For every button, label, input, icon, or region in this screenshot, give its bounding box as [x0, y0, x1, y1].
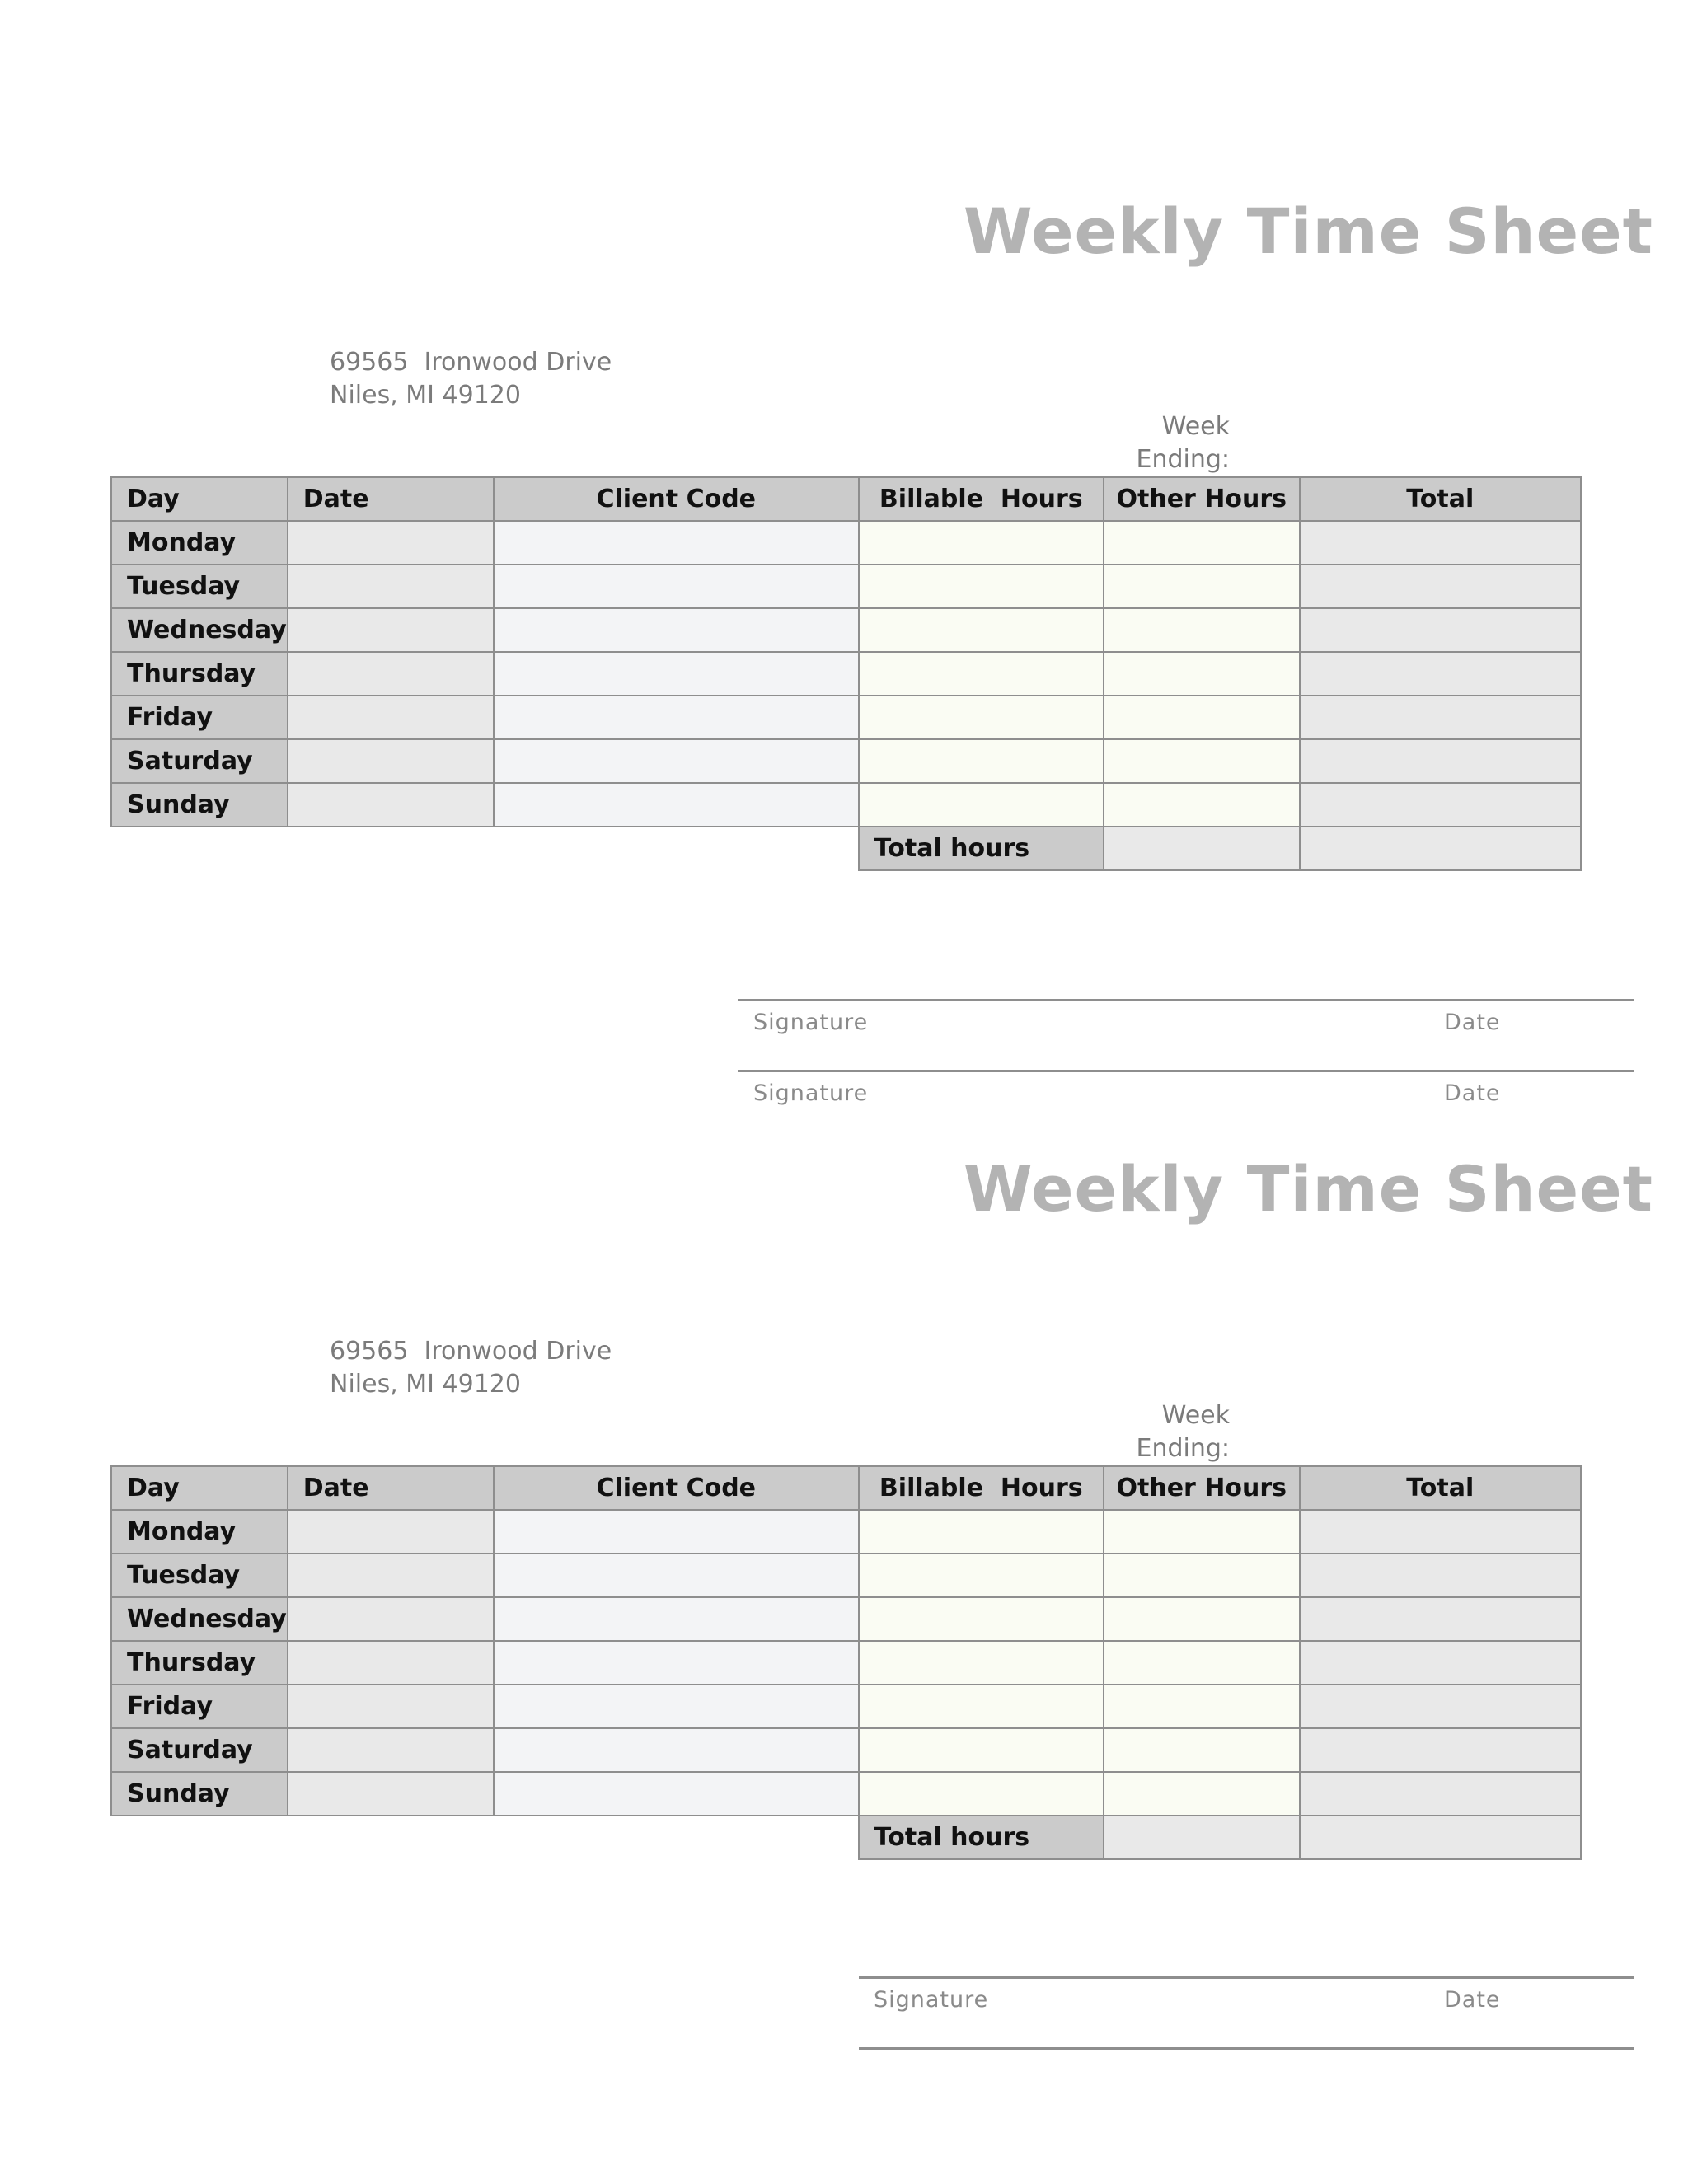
- date-cell[interactable]: [288, 565, 494, 608]
- client-code-cell[interactable]: [494, 739, 859, 783]
- col-client-code-header: Client Code: [494, 477, 859, 521]
- total-cell: [1300, 1772, 1581, 1816]
- client-code-cell[interactable]: [494, 1728, 859, 1772]
- total-cell: [1300, 1641, 1581, 1685]
- signature-label: Signature: [753, 1010, 869, 1035]
- col-total-header: Total: [1300, 477, 1581, 521]
- total-hours-label: Total hours: [859, 1816, 1104, 1859]
- billable-hours-cell[interactable]: [859, 1685, 1104, 1728]
- date-cell[interactable]: [288, 783, 494, 827]
- billable-hours-cell[interactable]: [859, 1772, 1104, 1816]
- day-label: Friday: [111, 1685, 288, 1728]
- day-label: Thursday: [111, 652, 288, 696]
- signature-date-label: Date: [1444, 1010, 1501, 1035]
- date-cell[interactable]: [288, 652, 494, 696]
- day-label: Monday: [111, 521, 288, 565]
- billable-hours-cell[interactable]: [859, 1728, 1104, 1772]
- total-cell: [1300, 1510, 1581, 1554]
- total-cell: [1300, 652, 1581, 696]
- date-cell[interactable]: [288, 696, 494, 739]
- total-other-hours-cell: [1104, 827, 1300, 870]
- other-hours-cell[interactable]: [1104, 565, 1300, 608]
- total-cell: [1300, 1554, 1581, 1597]
- total-other-hours-cell: [1104, 1816, 1300, 1859]
- date-cell[interactable]: [288, 1728, 494, 1772]
- day-label: Saturday: [111, 739, 288, 783]
- date-cell[interactable]: [288, 1641, 494, 1685]
- total-hours-row: [111, 1816, 1581, 1859]
- table-row: [111, 521, 1581, 565]
- billable-hours-cell[interactable]: [859, 739, 1104, 783]
- total-cell: [1300, 783, 1581, 827]
- signature-date-label: Date: [1444, 1987, 1501, 2013]
- col-date-header: Date: [288, 477, 494, 521]
- billable-hours-cell[interactable]: [859, 1597, 1104, 1641]
- address-city: Niles, MI 49120: [330, 1370, 521, 1399]
- other-hours-cell[interactable]: [1104, 1597, 1300, 1641]
- time-sheet-2: [0, 958, 1688, 2013]
- client-code-cell[interactable]: [494, 1641, 859, 1685]
- week-ending-label: [1071, 410, 1230, 476]
- table-row: [111, 1554, 1581, 1597]
- week-ending-label: [1071, 1399, 1230, 1465]
- col-billable-hours-header: Billable Hours: [859, 1466, 1104, 1510]
- address-city: Niles, MI 49120: [330, 381, 521, 410]
- day-label: Wednesday: [111, 1597, 288, 1641]
- sheet-title: Weekly Time Sheet: [963, 1152, 1653, 1226]
- billable-hours-cell[interactable]: [859, 652, 1104, 696]
- client-code-cell[interactable]: [494, 696, 859, 739]
- day-label: Sunday: [111, 783, 288, 827]
- table-row: [111, 1685, 1581, 1728]
- date-cell[interactable]: [288, 1554, 494, 1597]
- date-cell[interactable]: [288, 521, 494, 565]
- blank-area: [111, 827, 859, 870]
- other-hours-cell[interactable]: [1104, 1510, 1300, 1554]
- date-cell[interactable]: [288, 1685, 494, 1728]
- sheet-title: Weekly Time Sheet: [963, 194, 1653, 268]
- header-row: [111, 477, 1581, 521]
- other-hours-cell[interactable]: [1104, 521, 1300, 565]
- day-label: Monday: [111, 1510, 288, 1554]
- table-row: [111, 696, 1581, 739]
- total-cell: [1300, 565, 1581, 608]
- other-hours-cell[interactable]: [1104, 652, 1300, 696]
- col-other-hours-header: Other Hours: [1104, 1466, 1300, 1510]
- other-hours-cell[interactable]: [1104, 608, 1300, 652]
- week-label-line1: Week: [1161, 1401, 1230, 1430]
- timesheet-table: [110, 476, 1582, 871]
- col-day-header: Day: [111, 477, 288, 521]
- other-hours-cell[interactable]: [1104, 1554, 1300, 1597]
- day-label: Tuesday: [111, 565, 288, 608]
- signature-label: Signature: [874, 1987, 989, 2013]
- other-hours-cell[interactable]: [1104, 696, 1300, 739]
- table-row: [111, 1510, 1581, 1554]
- total-hours-label: Total hours: [859, 827, 1104, 870]
- date-cell[interactable]: [288, 1510, 494, 1554]
- client-code-cell[interactable]: [494, 1554, 859, 1597]
- grand-total-cell: [1300, 1816, 1581, 1859]
- week-label-line2: Ending:: [1136, 1434, 1230, 1463]
- client-code-cell[interactable]: [494, 565, 859, 608]
- company-address: [330, 346, 612, 412]
- blank-area: [111, 1816, 859, 1859]
- billable-hours-cell[interactable]: [859, 696, 1104, 739]
- billable-hours-cell[interactable]: [859, 565, 1104, 608]
- col-other-hours-header: Other Hours: [1104, 477, 1300, 521]
- total-cell: [1300, 1597, 1581, 1641]
- billable-hours-cell[interactable]: [859, 521, 1104, 565]
- date-cell[interactable]: [288, 1772, 494, 1816]
- table-row: [111, 739, 1581, 783]
- other-hours-cell[interactable]: [1104, 1641, 1300, 1685]
- client-code-cell[interactable]: [494, 1772, 859, 1816]
- total-cell: [1300, 1685, 1581, 1728]
- other-hours-cell[interactable]: [1104, 1772, 1300, 1816]
- table-row: [111, 1772, 1581, 1816]
- other-hours-cell[interactable]: [1104, 1728, 1300, 1772]
- col-date-header: Date: [288, 1466, 494, 1510]
- day-label: Wednesday: [111, 608, 288, 652]
- col-total-header: Total: [1300, 1466, 1581, 1510]
- col-client-code-header: Client Code: [494, 1466, 859, 1510]
- table-row: [111, 1597, 1581, 1641]
- client-code-cell[interactable]: [494, 1597, 859, 1641]
- client-code-cell[interactable]: [494, 783, 859, 827]
- day-label: Friday: [111, 696, 288, 739]
- client-code-cell[interactable]: [494, 652, 859, 696]
- grand-total-cell: [1300, 827, 1581, 870]
- billable-hours-cell[interactable]: [859, 608, 1104, 652]
- address-street: 69565 Ironwood Drive: [330, 1337, 612, 1366]
- date-cell[interactable]: [288, 739, 494, 783]
- other-hours-cell[interactable]: [1104, 1685, 1300, 1728]
- week-label-line1: Week: [1161, 412, 1230, 441]
- bottom-rule: [859, 2047, 1634, 2050]
- total-cell: [1300, 608, 1581, 652]
- total-cell: [1300, 1728, 1581, 1772]
- other-hours-cell[interactable]: [1104, 739, 1300, 783]
- client-code-cell[interactable]: [494, 1685, 859, 1728]
- day-label: Saturday: [111, 1728, 288, 1772]
- signature-date-label: Date: [1444, 1080, 1501, 1106]
- total-cell: [1300, 696, 1581, 739]
- total-cell: [1300, 739, 1581, 783]
- total-hours-row: [111, 827, 1581, 870]
- client-code-cell[interactable]: [494, 1510, 859, 1554]
- billable-hours-cell[interactable]: [859, 1510, 1104, 1554]
- billable-hours-cell[interactable]: [859, 1641, 1104, 1685]
- col-billable-hours-header: Billable Hours: [859, 477, 1104, 521]
- col-day-header: Day: [111, 1466, 288, 1510]
- day-label: Tuesday: [111, 1554, 288, 1597]
- table-row: [111, 565, 1581, 608]
- timesheet-table: [110, 1465, 1582, 1860]
- date-cell[interactable]: [288, 1597, 494, 1641]
- day-label: Sunday: [111, 1772, 288, 1816]
- table-row: [111, 652, 1581, 696]
- signature-line[interactable]: [859, 1976, 1634, 2028]
- header-row: [111, 1466, 1581, 1510]
- date-cell[interactable]: [288, 608, 494, 652]
- company-address: [330, 1335, 612, 1401]
- client-code-cell[interactable]: [494, 608, 859, 652]
- billable-hours-cell[interactable]: [859, 1554, 1104, 1597]
- table-row: [111, 1728, 1581, 1772]
- week-label-line2: Ending:: [1136, 445, 1230, 474]
- table-row: [111, 783, 1581, 827]
- table-row: [111, 608, 1581, 652]
- other-hours-cell[interactable]: [1104, 783, 1300, 827]
- total-cell: [1300, 521, 1581, 565]
- client-code-cell[interactable]: [494, 521, 859, 565]
- day-label: Thursday: [111, 1641, 288, 1685]
- billable-hours-cell[interactable]: [859, 783, 1104, 827]
- signature-label: Signature: [753, 1080, 869, 1106]
- address-street: 69565 Ironwood Drive: [330, 348, 612, 377]
- table-row: [111, 1641, 1581, 1685]
